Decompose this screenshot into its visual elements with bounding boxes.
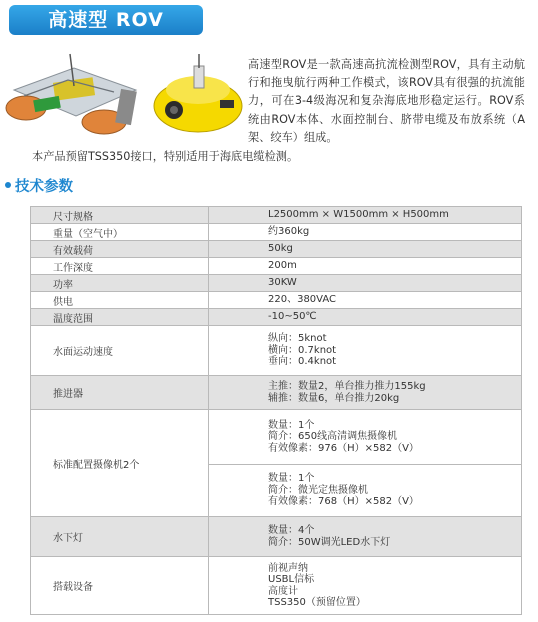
table-row (31, 376, 522, 410)
spec-line: 前视声纳 (268, 562, 308, 574)
spec-line: 数量：4个 (268, 525, 315, 536)
table-row (31, 207, 522, 224)
spec-key: 搭载设备 (31, 557, 209, 615)
table-row (31, 258, 522, 275)
spec-line: 垂向：0.4knot (268, 356, 337, 368)
spec-key: 标准配置摄像机2个 (31, 410, 209, 517)
table-row (31, 275, 522, 292)
spec-value: 220、380VAC (209, 292, 522, 309)
spec-line: 主推：数量2，单台推力推力155kg (268, 381, 426, 392)
spec-line: 简介：微光定焦摄像机 (268, 484, 368, 496)
spec-line: 数量：1个 (268, 473, 315, 485)
section-title: 技术参数 (5, 177, 73, 197)
spec-value (209, 517, 522, 557)
spec-line: 横向：0.7knot (268, 344, 337, 356)
intro-note: 本产品预留TSS350接口，特别适用于海底电缆检测。 (32, 150, 299, 163)
table-row (31, 557, 522, 615)
table-row (31, 241, 522, 258)
spec-table (30, 206, 522, 615)
spec-line: 纵向：5knot (268, 333, 327, 345)
bullet-icon (5, 182, 11, 188)
spec-line: 数量：1个 (268, 419, 315, 431)
spec-line: USBL信标 (268, 574, 315, 585)
spec-value (209, 410, 522, 465)
spec-key: 工作深度 (31, 258, 209, 275)
table-row (31, 410, 522, 465)
spec-key: 供电 (31, 292, 209, 309)
spec-key: 有效载荷 (31, 241, 209, 258)
spec-key: 尺寸规格 (31, 207, 209, 224)
spec-value (209, 326, 522, 376)
spec-key: 推进器 (31, 376, 209, 410)
rov-frame-image (4, 50, 142, 140)
spec-value: 约360kg (209, 224, 522, 241)
spec-key: 功率 (31, 275, 209, 292)
table-row (31, 292, 522, 309)
table-row (31, 224, 522, 241)
spec-value (209, 557, 522, 615)
spec-line: TSS350（预留位置） (268, 597, 366, 608)
spec-line: 简介：650线高清调焦摄像机 (268, 431, 398, 443)
table-row (31, 326, 522, 376)
spec-line: 简介：50W调光LED水下灯 (268, 536, 391, 548)
spec-value (209, 376, 522, 410)
spec-key: 重量（空气中） (31, 224, 209, 241)
spec-value: -10~50℃ (209, 309, 522, 326)
table-row (31, 517, 522, 557)
spec-key: 水下灯 (31, 517, 209, 557)
rov-yellow-image (150, 50, 246, 140)
spec-line: 有效像素：976（H）×582（V） (268, 442, 419, 454)
page-title: 高速型 ROV (9, 5, 203, 35)
spec-line: 高度计 (268, 585, 298, 597)
spec-key: 水面运动速度 (31, 326, 209, 376)
intro-paragraph: 高速型ROV是一款高速高抗流检测型ROV，具有主动航行和拖曳航行两种工作模式，该ROV具有很强的抗流能力，可在3-4级海况和复杂海底地形稳定运行。ROV系统由ROV本体、水面控制台、脐带电缆及布放系统（A架、绞车）组成。 (248, 58, 525, 144)
spec-key: 温度范围 (31, 309, 209, 326)
table-row (31, 309, 522, 326)
spec-value: 30KW (209, 275, 522, 292)
spec-value: L2500mm × W1500mm × H500mm (209, 207, 522, 224)
spec-value: 50kg (209, 241, 522, 258)
spec-line: 有效像素：768（H）×582（V） (268, 496, 419, 508)
spec-value (209, 465, 522, 517)
spec-value: 200m (209, 258, 522, 275)
spec-line: 辅推：数量6，单台推力20kg (268, 392, 400, 404)
